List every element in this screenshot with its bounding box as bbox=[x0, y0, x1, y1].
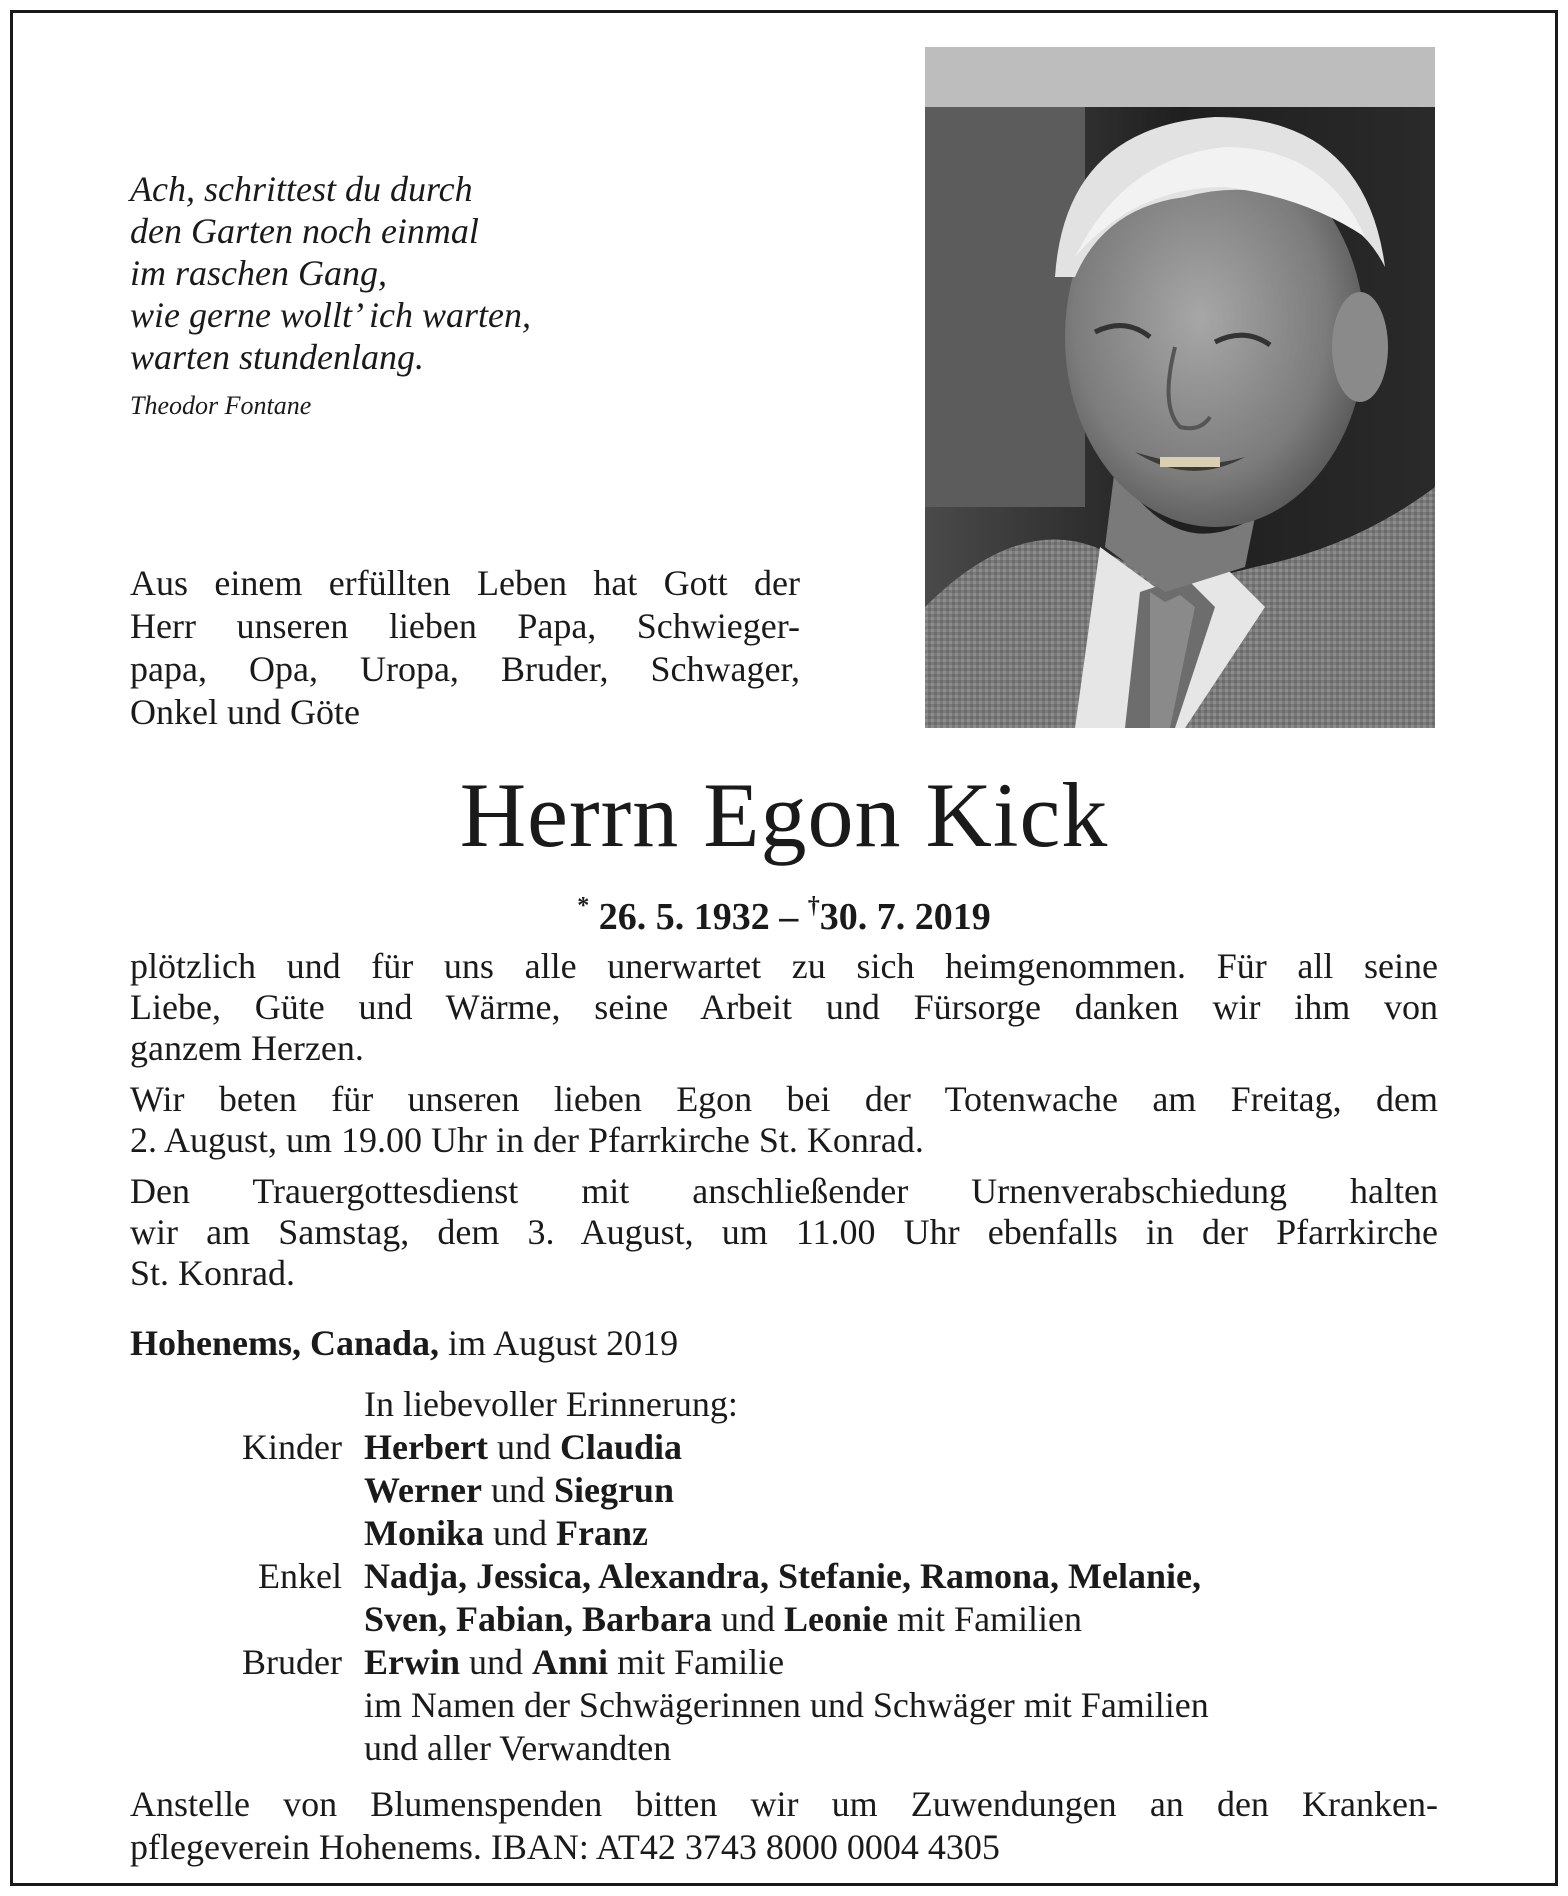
intro-text bbox=[130, 562, 800, 734]
body-line: Wir beten für unseren lieben Egon bei der Totenwache am Freitag, dem bbox=[130, 1079, 1438, 1119]
conjunction: und bbox=[487, 1427, 560, 1467]
child-name: Monika bbox=[364, 1513, 485, 1553]
conjunction: und bbox=[484, 1513, 557, 1553]
kinder-row bbox=[364, 1426, 1450, 1469]
birth-symbol: * bbox=[577, 893, 590, 919]
relatives-note: und aller Verwandten bbox=[364, 1728, 672, 1768]
portrait-photo bbox=[925, 47, 1435, 728]
spouse-name: Siegrun bbox=[553, 1470, 674, 1510]
kinder-row bbox=[364, 1469, 1450, 1512]
footer-line: Anstelle von Blumenspenden bitten wir um Zuwendungen an den Kranken- bbox=[130, 1784, 1438, 1824]
enkel-row bbox=[364, 1598, 1450, 1641]
body-line: 2. August, um 19.00 Uhr in der Pfarrkirche St. Konrad. bbox=[130, 1120, 924, 1160]
body-line: Den Trauergottesdienst mit anschließender Urnenverabschiedung halten bbox=[130, 1171, 1438, 1211]
footer-line: pflegeverein Hohenems. IBAN: AT42 3743 8000 0004 4305 bbox=[130, 1827, 1000, 1867]
intro-line: Herr unseren lieben Papa, Schwieger- bbox=[130, 606, 800, 646]
death-symbol: † bbox=[807, 893, 820, 919]
date-separator: – bbox=[779, 896, 799, 938]
relatives-note: im Namen der Schwägerinnen und Schwäger mit Familien bbox=[364, 1685, 1209, 1725]
grandchild-name: Leonie bbox=[784, 1599, 889, 1639]
poem-line: im raschen Gang, bbox=[130, 253, 387, 293]
life-dates bbox=[0, 882, 1568, 941]
conjunction: und bbox=[481, 1470, 554, 1510]
intro-line: Aus einem erfüllten Leben hat Gott der bbox=[130, 563, 800, 603]
with-families: mit Familien bbox=[888, 1599, 1083, 1639]
poem-author: Theodor Fontane bbox=[130, 391, 312, 420]
donation-note bbox=[130, 1783, 1438, 1869]
label-enkel: Enkel bbox=[258, 1556, 342, 1596]
paragraph bbox=[130, 1171, 1438, 1294]
spouse-name: Franz bbox=[556, 1513, 648, 1553]
portrait-icon bbox=[925, 47, 1435, 728]
body-line: ganzem Herzen. bbox=[130, 1028, 364, 1068]
family-heading: In liebevoller Erinnerung: bbox=[364, 1384, 738, 1424]
brother-name: Erwin bbox=[364, 1642, 461, 1682]
deceased-name: Herrn Egon Kick bbox=[459, 764, 1109, 866]
label-kinder: Kinder bbox=[242, 1427, 342, 1467]
death-date: 30. 7. 2019 bbox=[819, 896, 991, 938]
poem-line: warten stundenlang. bbox=[130, 337, 424, 377]
poem bbox=[130, 168, 750, 422]
intro-line: Onkel und Göte bbox=[130, 692, 360, 732]
grandchildren-names: Sven, Fabian, Barbara bbox=[364, 1599, 713, 1639]
poem-line: wie gerne wollt’ ich warten, bbox=[130, 295, 531, 335]
poem-line: den Garten noch einmal bbox=[130, 211, 479, 251]
child-name: Werner bbox=[364, 1470, 482, 1510]
spouse-name: Claudia bbox=[559, 1427, 682, 1467]
with-family: mit Familie bbox=[608, 1642, 785, 1682]
label-bruder: Bruder bbox=[242, 1642, 342, 1682]
body-line: wir am Samstag, dem 3. August, um 11.00 Uhr ebenfalls in der Pfarrkirche bbox=[130, 1212, 1438, 1252]
kinder-row bbox=[364, 1512, 1450, 1555]
conjunction: und bbox=[712, 1599, 785, 1639]
child-name: Herbert bbox=[364, 1427, 488, 1467]
body-line: Liebe, Güte und Wärme, seine Arbeit und Fürsorge danken wir ihm von bbox=[130, 987, 1438, 1027]
place-month: im August 2019 bbox=[439, 1323, 679, 1363]
place-date bbox=[130, 1321, 678, 1365]
sister-in-law-name: Anni bbox=[532, 1642, 609, 1682]
body-line: St. Konrad. bbox=[130, 1253, 295, 1293]
birth-date: 26. 5. 1932 bbox=[598, 896, 770, 938]
bruder-row bbox=[364, 1641, 1450, 1684]
place-names: Hohenems, Canada, bbox=[130, 1323, 440, 1363]
paragraph bbox=[130, 1079, 1438, 1161]
enkel-row bbox=[364, 1555, 1450, 1598]
grandchildren-names: Nadja, Jessica, Alexandra, Stefanie, Ramona, Melanie, bbox=[364, 1556, 1201, 1596]
conjunction: und bbox=[460, 1642, 533, 1682]
body-line: plötzlich und für uns alle unerwartet zu sich heimgenommen. Für all seine bbox=[130, 946, 1438, 986]
paragraph bbox=[130, 946, 1438, 1069]
intro-line: papa, Opa, Uropa, Bruder, Schwager, bbox=[130, 649, 800, 689]
announcement-body bbox=[130, 946, 1438, 1304]
poem-line: Ach, schrittest du durch bbox=[130, 169, 473, 209]
family-list bbox=[130, 1383, 1450, 1770]
